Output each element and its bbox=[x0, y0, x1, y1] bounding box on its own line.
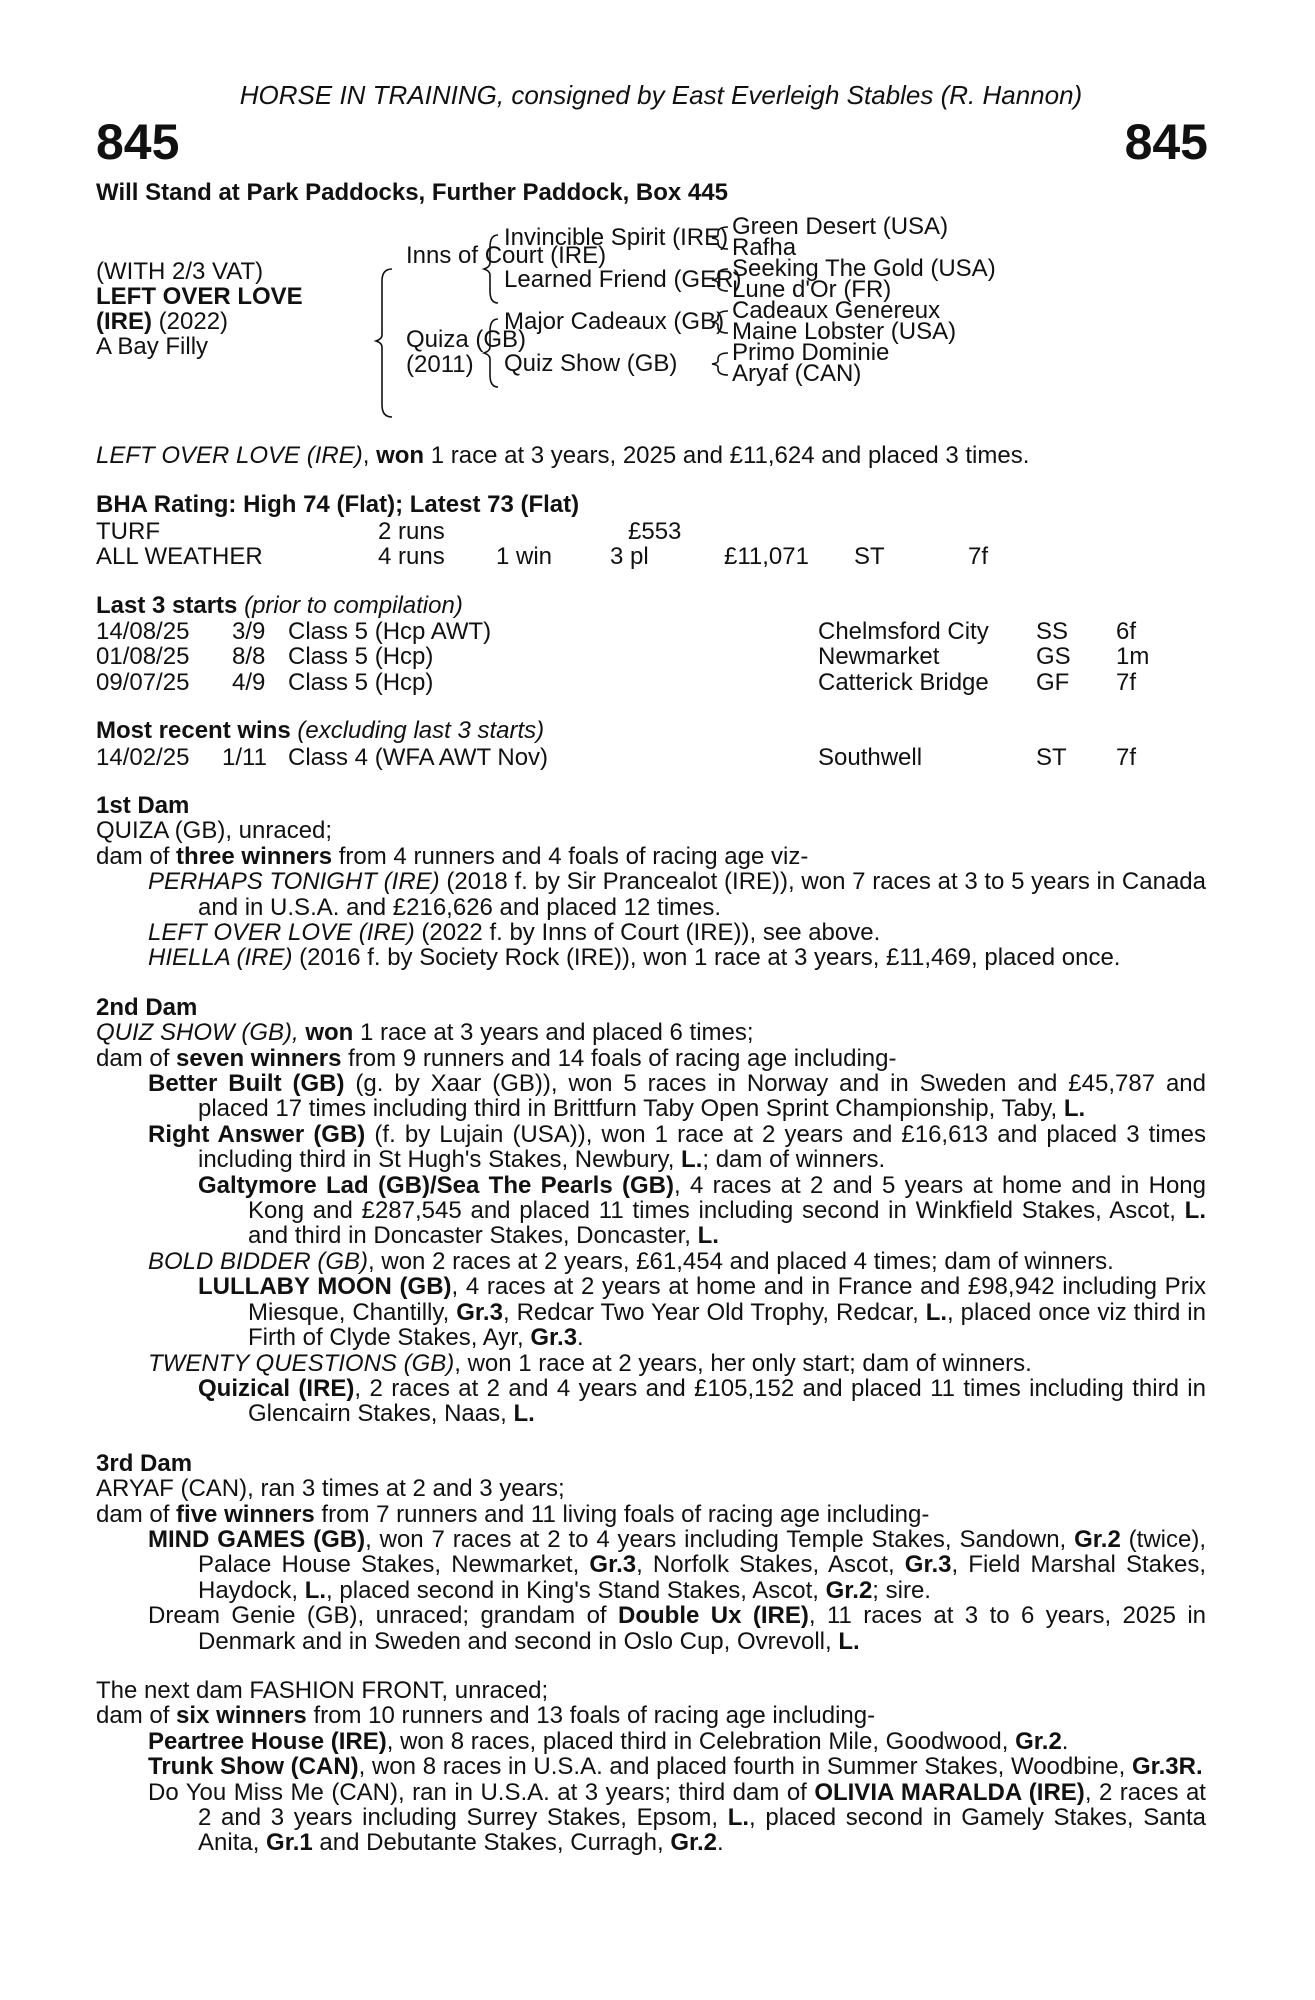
produce-text: (2022 f. by Inns of Court (IRE)), see above. bbox=[414, 919, 881, 946]
ggp-6: Maine Lobster (USA) bbox=[732, 318, 957, 345]
produce-name: BOLD BIDDER (GB) bbox=[148, 1247, 369, 1275]
produce-entry bbox=[96, 1527, 1206, 1603]
consignor-header: HORSE IN TRAINING, consigned by East Everleigh Stables (R. Hannon) bbox=[239, 80, 1083, 110]
third-dam-produce bbox=[96, 1502, 1206, 1527]
ggp-4: Lune d'Or (FR) bbox=[732, 276, 892, 303]
next-dam-produce bbox=[96, 1703, 1206, 1728]
listed: L. bbox=[681, 1146, 703, 1174]
text: dam of bbox=[96, 842, 177, 870]
aw-runs: 4 runs bbox=[378, 543, 445, 571]
start-date: 01/08/25 bbox=[96, 643, 190, 671]
produce-entry bbox=[96, 1729, 1206, 1754]
produce-text: , won 2 races at 2 years, £61,454 and placed 4 times; dam of winners. bbox=[368, 1247, 1114, 1275]
start-distance: 1m bbox=[1116, 643, 1150, 671]
produce-name: LULLABY MOON (GB) bbox=[198, 1273, 452, 1301]
group: Gr.2 bbox=[825, 1576, 873, 1604]
dam-year: (2011) bbox=[406, 351, 474, 378]
start-course: Catterick Bridge bbox=[818, 668, 989, 696]
dam: Quiza (GB) bbox=[406, 326, 527, 353]
horse-year: (2022) bbox=[152, 308, 229, 335]
produce-text: ; sire. bbox=[872, 1576, 931, 1604]
produce-name: PERHAPS TONIGHT (IRE) bbox=[148, 868, 440, 896]
start-distance: 6f bbox=[1116, 618, 1137, 645]
next-dam-line: The next dam FASHION FRONT, unraced; bbox=[96, 1676, 549, 1704]
lot-number-row bbox=[96, 113, 1206, 171]
last-starts-note: (prior to compilation) bbox=[237, 591, 463, 619]
aw-distance: 7f bbox=[968, 543, 989, 571]
start-going: SS bbox=[1036, 618, 1069, 645]
ggp-5: Cadeaux Genereux bbox=[732, 297, 941, 324]
last-starts-title: Last 3 starts bbox=[96, 591, 238, 619]
rating-section bbox=[96, 491, 1206, 571]
text: from 7 runners and 11 living foals of racing age including- bbox=[314, 1500, 930, 1528]
group: Gr.2 bbox=[1015, 1727, 1062, 1755]
produce-text: , placed second in Gamely Stakes, Santa Anita, bbox=[198, 1804, 1206, 1857]
race-summary: LEFT OVER LOVE (IRE), won 1 race at 3 years, 2025 and £11,624 and placed 3 times. bbox=[96, 442, 1030, 469]
text: from 4 runners and 4 foals of racing age viz- bbox=[332, 842, 809, 870]
sire-sire: Invincible Spirit (IRE) bbox=[504, 224, 729, 251]
summary-won: won bbox=[376, 442, 425, 469]
group: Gr.3 bbox=[589, 1551, 637, 1579]
produce-name: LEFT OVER LOVE (IRE) bbox=[148, 919, 415, 946]
second-dam-section bbox=[96, 995, 1206, 1427]
group: Gr.1 bbox=[266, 1829, 313, 1857]
produce-text: (2016 f. by Society Rock (IRE)), won 1 race at 3 years, £11,469, placed once. bbox=[292, 944, 1121, 972]
produce-text: , 2 races at 2 and 4 years and £105,152 and placed 11 times including third in Glencairn Stakes, Naas, bbox=[248, 1374, 1206, 1428]
text: , bbox=[291, 1019, 306, 1047]
listed: L. bbox=[838, 1627, 860, 1655]
produce-name: Quizical (IRE) bbox=[198, 1374, 355, 1402]
produce-text: (f. by Lujain (USA)), won 1 race at 2 years and £16,613 and placed 3 times including third in St Hugh's Stakes, Newbury, bbox=[198, 1120, 1207, 1174]
vat-note: (WITH 2/3 VAT) bbox=[96, 258, 264, 285]
produce-text: Do You Miss Me (CAN), ran in U.S.A. at 3 years; third dam of bbox=[148, 1778, 815, 1806]
produce-text: , 4 races at 2 years at home and in France and £98,942 including Prix Miesque, Chantilly, bbox=[248, 1273, 1207, 1326]
produce-text: , Norfolk Stakes, Ascot, bbox=[636, 1551, 905, 1579]
dam-dam: Quiz Show (GB) bbox=[504, 350, 678, 377]
bracket-dd bbox=[712, 353, 728, 375]
start-distance: 7f bbox=[1116, 668, 1137, 696]
produce-entry bbox=[96, 1780, 1206, 1856]
produce-text: and third in Doncaster Stakes, Doncaster, bbox=[248, 1222, 698, 1250]
listed: L. bbox=[304, 1576, 327, 1604]
pedigree-table bbox=[96, 207, 1206, 421]
recent-wins-title: Most recent wins bbox=[96, 717, 291, 745]
winners-count: seven winners bbox=[176, 1044, 342, 1072]
turf-label: TURF bbox=[96, 517, 160, 545]
group: Gr.3 bbox=[530, 1324, 578, 1352]
win-position: 1/11 bbox=[222, 743, 267, 771]
produce-text: , won 7 races at 2 to 4 years including Temple Stakes, Sandown, bbox=[365, 1525, 1075, 1553]
produce-entry bbox=[96, 1274, 1206, 1350]
dam-sire: Major Cadeaux (GB) bbox=[504, 308, 725, 335]
winners-count: five winners bbox=[176, 1500, 315, 1528]
win-distance: 7f bbox=[1116, 743, 1137, 771]
start-going: GF bbox=[1036, 668, 1070, 696]
next-dam-section bbox=[96, 1678, 1206, 1856]
produce-text: , won 8 races, placed third in Celebration Mile, Goodwood, bbox=[386, 1727, 1016, 1755]
stand-location: Will Stand at Park Paddocks, Further Paddock, Box 445 bbox=[96, 179, 728, 206]
all-weather-row bbox=[96, 543, 1206, 571]
produce-text: . bbox=[577, 1324, 584, 1352]
dam-name: QUIZ SHOW (GB) bbox=[96, 1019, 292, 1047]
horse-name-line2 bbox=[96, 309, 228, 334]
second-dam-produce bbox=[96, 1046, 1206, 1071]
win-course: Southwell bbox=[818, 743, 923, 771]
text: from 9 runners and 14 foals of racing age including- bbox=[341, 1044, 897, 1072]
produce-text: , Field Marshal Stakes, Haydock, bbox=[198, 1551, 1207, 1604]
produce-name: HIELLA (IRE) bbox=[148, 944, 293, 972]
produce-entry bbox=[96, 1754, 1206, 1779]
turf-row bbox=[96, 518, 1206, 543]
produce-entry bbox=[96, 1376, 1206, 1427]
produce-text: . bbox=[1061, 1727, 1069, 1755]
listed: L. bbox=[727, 1804, 750, 1831]
last-starts-heading bbox=[96, 593, 1206, 618]
produce-text: , placed second in King's Stand Stakes, Ascot, bbox=[326, 1576, 826, 1604]
lot-number-right: 845 bbox=[1124, 114, 1208, 170]
produce-entry bbox=[96, 1071, 1206, 1122]
won: won bbox=[305, 1019, 354, 1047]
win-date: 14/02/25 bbox=[96, 743, 190, 771]
win-going: ST bbox=[1036, 743, 1067, 771]
produce-name: Galtymore Lad (GB)/Sea The Pearls (GB) bbox=[198, 1171, 674, 1199]
listed: L. bbox=[925, 1298, 948, 1326]
produce-entry bbox=[96, 945, 1206, 970]
produce-text: , won 8 races in U.S.A. and placed fourth in Summer Stakes, Woodbine, bbox=[358, 1753, 1132, 1781]
ggp-7: Primo Dominie bbox=[732, 339, 890, 366]
produce-entry bbox=[96, 1249, 1206, 1274]
last-starts-section bbox=[96, 593, 1206, 695]
produce-entry bbox=[96, 869, 1206, 920]
produce-entry bbox=[96, 1351, 1206, 1376]
produce-name: Peartree House (IRE) bbox=[148, 1727, 387, 1755]
produce-text: (2018 f. by Sir Prancealot (IRE)), won 7 races at 3 to 5 years in Canada and in U.S.A. and £216,626 and placed 12 times. bbox=[198, 868, 1206, 921]
bracket-main bbox=[376, 269, 392, 417]
group: Gr.2 bbox=[670, 1829, 718, 1857]
start-going: GS bbox=[1036, 643, 1071, 671]
start-row bbox=[96, 618, 1206, 643]
text: dam of bbox=[96, 1044, 177, 1072]
produce-text: (g. by Xaar (GB)), won 5 races in Norway and in Sweden and £45,787 and placed 17 times including third in Brittfurn Taby Open Sprint Championship, Taby, bbox=[198, 1070, 1206, 1123]
aw-label: ALL WEATHER bbox=[96, 543, 263, 571]
second-dam-heading: 2nd Dam bbox=[96, 993, 198, 1021]
text: dam of bbox=[96, 1702, 177, 1730]
ggp-3: Seeking The Gold (USA) bbox=[732, 255, 996, 282]
produce-name: OLIVIA MARALDA (IRE) bbox=[814, 1778, 1085, 1806]
produce-name: Double Ux (IRE) bbox=[618, 1602, 809, 1630]
first-dam-heading: 1st Dam bbox=[96, 791, 190, 819]
text: dam of bbox=[96, 1500, 177, 1528]
start-position: 8/8 bbox=[232, 643, 266, 671]
start-position: 4/9 bbox=[232, 668, 266, 696]
third-dam-section bbox=[96, 1451, 1206, 1654]
produce-name: Better Built (GB) bbox=[148, 1070, 345, 1098]
listed: L. bbox=[513, 1400, 535, 1428]
produce-name: MIND GAMES (GB) bbox=[148, 1525, 366, 1553]
produce-text: , Redcar Two Year Old Trophy, Redcar, bbox=[502, 1298, 926, 1326]
group: Gr.2 bbox=[1074, 1525, 1121, 1553]
aw-placed: 3 pl bbox=[610, 543, 649, 571]
summary-text: 1 race at 3 years, 2025 and £11,624 and placed 3 times. bbox=[424, 442, 1030, 469]
produce-entry bbox=[96, 1122, 1206, 1173]
produce-entry bbox=[96, 920, 1206, 945]
recent-wins-heading bbox=[96, 718, 1206, 743]
lot-number-left: 845 bbox=[96, 114, 180, 170]
first-dam-produce bbox=[96, 844, 1206, 869]
text: 1 race at 3 years and placed 6 times; bbox=[353, 1019, 754, 1047]
aw-wins: 1 win bbox=[496, 543, 553, 571]
ggp-8: Aryaf (CAN) bbox=[732, 360, 862, 387]
third-dam-line: ARYAF (CAN), ran 3 times at 2 and 3 years; bbox=[96, 1475, 565, 1503]
ggp-1: Green Desert (USA) bbox=[732, 213, 949, 240]
produce-entry bbox=[96, 1603, 1206, 1654]
produce-text: , won 1 race at 2 years, her only start; dam of winners. bbox=[454, 1349, 1032, 1377]
win-class: Class 4 (WFA AWT Nov) bbox=[288, 743, 549, 771]
catalogue-page bbox=[96, 80, 1206, 1856]
third-dam-heading: 3rd Dam bbox=[96, 1449, 193, 1477]
summary-horse-name: LEFT OVER LOVE (IRE) bbox=[96, 442, 363, 469]
rating-heading: BHA Rating: High 74 (Flat); Latest 73 (Flat) bbox=[96, 491, 580, 519]
listed: L. bbox=[1184, 1197, 1206, 1225]
produce-text: , 2 races at 2 and 3 years including Surrey Stakes, Epsom, bbox=[198, 1778, 1206, 1831]
produce-text: , 4 races at 2 and 5 years at home and in Hong Kong and £287,545 and placed 11 times including second in Winkfield Stakes, Ascot, bbox=[248, 1171, 1206, 1225]
group: Gr.3 bbox=[904, 1551, 952, 1579]
aw-going: ST bbox=[854, 543, 885, 571]
winners-count: six winners bbox=[176, 1702, 307, 1730]
start-row bbox=[96, 643, 1206, 671]
recent-wins-section bbox=[96, 718, 1206, 769]
produce-name: TWENTY QUESTIONS (GB) bbox=[148, 1349, 455, 1377]
produce-text: and Debutante Stakes, Curragh, bbox=[312, 1829, 671, 1857]
group: Gr.3R. bbox=[1131, 1753, 1203, 1781]
listed: L. bbox=[697, 1222, 719, 1250]
horse-suffix: (IRE) bbox=[96, 308, 152, 335]
aw-prize: £11,071 bbox=[724, 543, 809, 571]
win-row bbox=[96, 744, 1206, 769]
start-row bbox=[96, 669, 1206, 694]
produce-name: Trunk Show (CAN) bbox=[148, 1753, 359, 1781]
horse-description: A Bay Filly bbox=[96, 333, 209, 360]
group: Gr.3 bbox=[456, 1298, 503, 1326]
ggp-2: Rafha bbox=[732, 234, 797, 261]
start-class: Class 5 (Hcp) bbox=[288, 643, 434, 671]
winners-count: three winners bbox=[176, 842, 333, 870]
produce-text: (twice), Palace House Stakes, Newmarket, bbox=[198, 1525, 1207, 1579]
start-position: 3/9 bbox=[232, 618, 266, 645]
produce-text: , placed once viz third in Firth of Clyde Stakes, Ayr, bbox=[248, 1298, 1206, 1352]
produce-text: , 11 races at 3 to 6 years, 2025 in Denmark and in Sweden and second in Oslo Cup, Ovrevoll, bbox=[198, 1602, 1207, 1655]
produce-name: Right Answer (GB) bbox=[148, 1120, 366, 1148]
turf-runs: 2 runs bbox=[378, 517, 445, 545]
listed: L. bbox=[1063, 1095, 1086, 1123]
produce-text: ; dam of winners. bbox=[702, 1146, 886, 1174]
sire-dam: Learned Friend (GER) bbox=[504, 266, 742, 293]
start-course: Newmarket bbox=[818, 643, 940, 671]
start-class: Class 5 (Hcp) bbox=[288, 668, 434, 696]
sire: Inns of Court (IRE) bbox=[406, 242, 607, 269]
start-course: Chelmsford City bbox=[818, 618, 989, 645]
turf-prize: £553 bbox=[628, 517, 682, 545]
start-date: 14/08/25 bbox=[96, 618, 190, 645]
text: from 10 runners and 13 foals of racing age including- bbox=[306, 1702, 876, 1730]
first-dam-section bbox=[96, 793, 1206, 971]
second-dam-line bbox=[96, 1020, 1206, 1045]
start-class: Class 5 (Hcp AWT) bbox=[288, 618, 492, 645]
horse-name: LEFT OVER LOVE bbox=[96, 283, 303, 310]
produce-text: Dream Genie (GB), unraced; grandam of bbox=[148, 1602, 619, 1630]
first-dam-line: QUIZA (GB), unraced; bbox=[96, 817, 333, 845]
produce-text: . bbox=[717, 1829, 724, 1857]
recent-wins-note: (excluding last 3 starts) bbox=[290, 717, 545, 745]
start-date: 09/07/25 bbox=[96, 668, 190, 696]
produce-entry bbox=[96, 1173, 1206, 1249]
